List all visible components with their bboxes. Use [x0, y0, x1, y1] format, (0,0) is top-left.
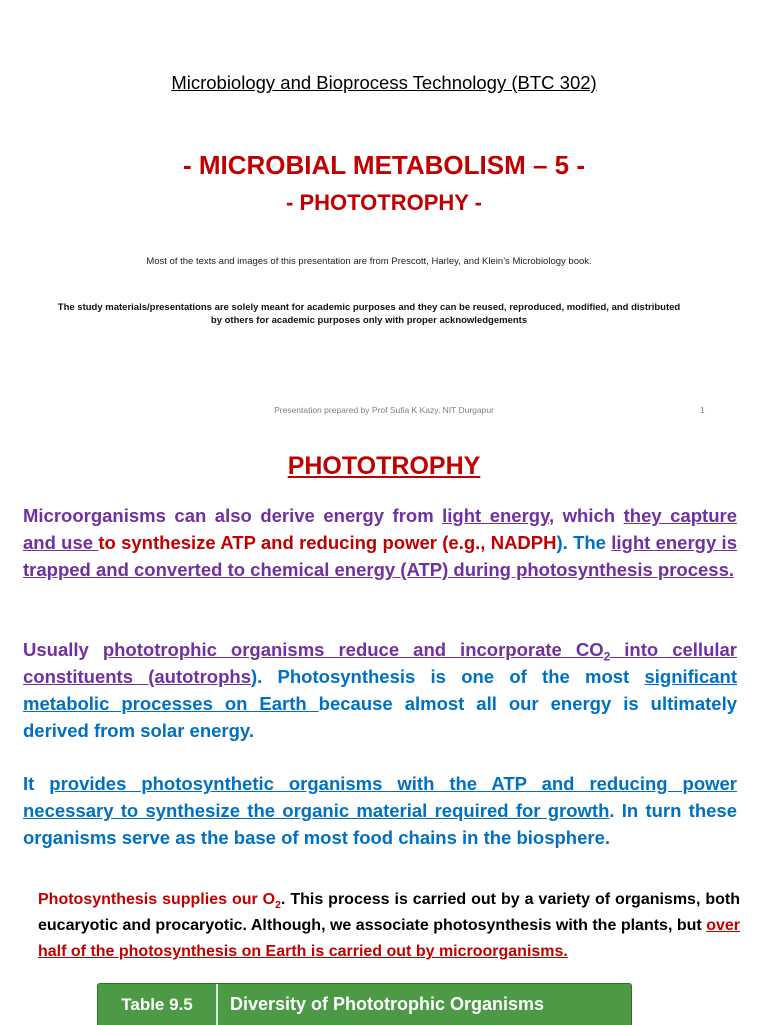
slide-2 [0, 430, 768, 1024]
text-run: It [23, 773, 50, 794]
text-run: because almost all our energy is ultimately derived from solar energy. [23, 693, 737, 741]
text-run: . In turn these organisms serve as the base of most food chains in the biosphere. [23, 800, 737, 848]
page-number: 1 [700, 405, 705, 415]
section-title: PHOTOTROPHY [287, 452, 481, 480]
subscript: 2 [275, 900, 281, 912]
text-run: Microorganisms can also derive energy from [23, 505, 443, 526]
lecture-title: - MICROBIAL METABOLISM – 5 - [182, 150, 586, 180]
course-title: Microbiology and Bioprocess Technology (BTC 302) [171, 72, 597, 93]
text-run: into cellular constituents (autotrophs [23, 639, 737, 687]
slide-1 [0, 0, 768, 430]
paragraph-2 [23, 636, 737, 744]
table-header [97, 983, 632, 1025]
text-run: Photosynthesis is one of the most [262, 666, 645, 687]
table-title: Diversity of Phototrophic Organisms [230, 994, 545, 1014]
paragraph-4 [38, 887, 740, 965]
text-run: light energy is trapped and converted to chemical energy (ATP) during photosynthesis process. [23, 532, 737, 580]
text-run: over half of the photosynthesis on Earth is carried out by microorganisms. [38, 917, 740, 960]
text-run: to synthesize ATP and reducing power (e.g., NADPH [98, 532, 557, 553]
source-note: Most of the texts and images of this presentation are from Prescott, Harley, and Klein’s Microbiology book. [146, 256, 592, 267]
text-run [38, 891, 281, 912]
text-run: , which [549, 505, 624, 526]
text-run: ). The [556, 532, 612, 553]
text-run: provides photosynthetic organisms with the ATP and reducing power necessary to synthesize the organic material required for growth [23, 773, 737, 821]
text-run: ). [250, 666, 263, 687]
text-run: significant metabolic processes on Earth [23, 666, 737, 714]
text-run: . This process is carried out by a variety of organisms, both eucaryotic and procaryotic. Although, we associate photosynthesis with the plants, but [38, 891, 741, 934]
paragraph-3 [23, 770, 737, 851]
paragraph-1 [23, 502, 737, 583]
text-run: Photosynthesis supplies our O [38, 891, 276, 908]
text-run: they capture and use [23, 505, 737, 553]
text-run: Usually [23, 639, 103, 660]
subscript: 2 [603, 649, 611, 664]
slide-footer: Presentation prepared by Prof Sufia K Kazy, NIT Durgapur [274, 405, 494, 415]
lecture-subtitle: - PHOTOTROPHY - [286, 190, 482, 215]
disclaimer: The study materials/presentations are solely meant for academic purposes and they can be reused, reproduced, modified, and distributed by others for academic purposes only with proper acknowledgements [57, 302, 681, 326]
table-number: Table 9.5 [98, 984, 218, 1025]
text-run: phototrophic organisms reduce and incorporate CO [102, 639, 604, 660]
text-run: light energy [442, 505, 550, 526]
